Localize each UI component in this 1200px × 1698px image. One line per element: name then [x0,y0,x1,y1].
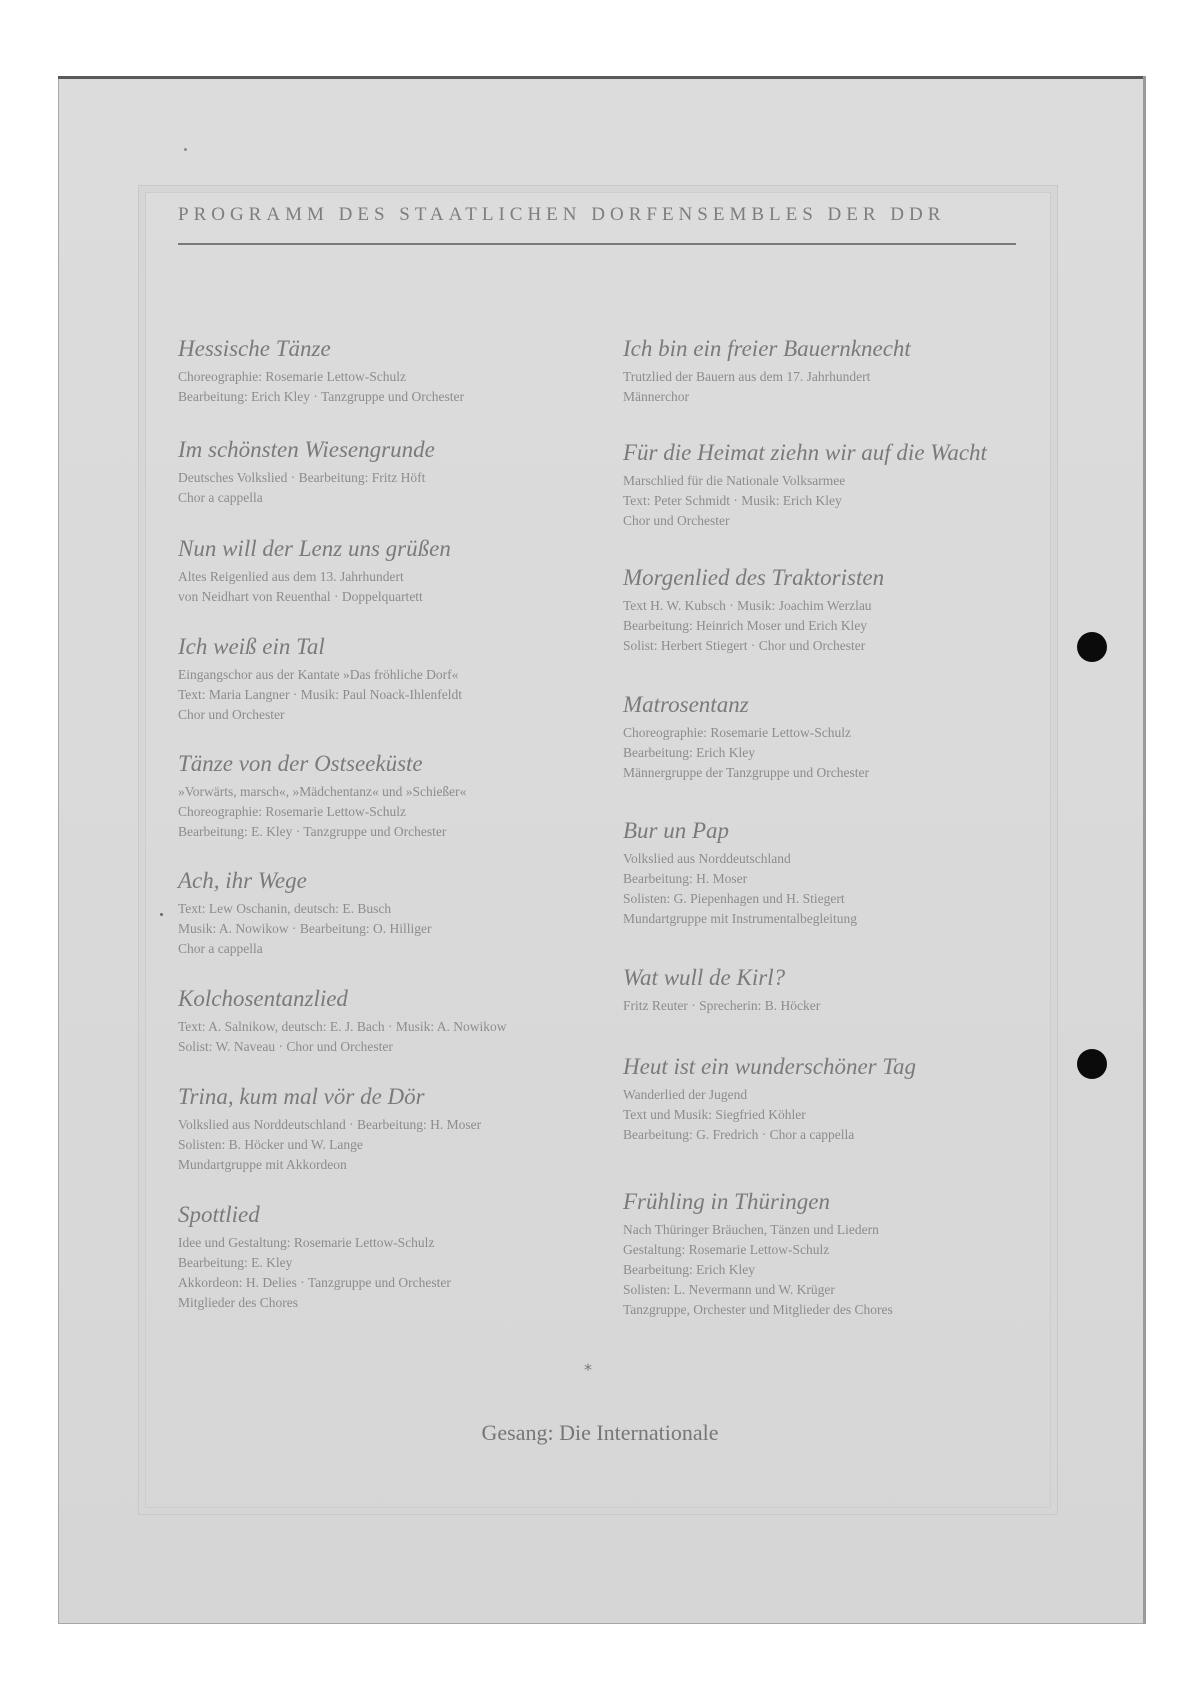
program-item [623,1188,1043,1320]
program-item-title: Tänze von der Ostseeküste [178,751,423,776]
program-item-line: Mundartgruppe mit Instrumentalbegleitung [623,911,857,926]
program-item-line: Solist: Herbert Stiegert · Chor und Orchester [623,638,866,653]
sheet-edge-top [58,76,1146,79]
program-item [178,535,598,607]
program-item [178,436,598,508]
program-item-line: Solisten: B. Höcker und W. Lange [178,1137,363,1152]
program-item [623,1053,1043,1145]
program-item-line: Bearbeitung: Heinrich Moser und Erich Kley [623,618,868,633]
punch-hole-upper [1077,632,1107,662]
program-item-title: Trina, kum mal vör de Dör [178,1084,425,1109]
program-item-title: Bur un Pap [623,818,730,843]
page-header: PROGRAMM DES STAATLICHEN DORFENSEMBLES DER DDR [178,204,946,225]
program-item-line: Solist: W. Naveau · Chor und Orchester [178,1039,393,1054]
program-item-title: Wat wull de Kirl? [623,965,786,990]
program-item-line: Bearbeitung: E. Kley · Tanzgruppe und Orchester [178,824,447,839]
program-item-title: Heut ist ein wunderschöner Tag [623,1054,917,1079]
program-item [178,1083,598,1175]
separator-star: * [584,1360,592,1379]
program-item [178,985,598,1057]
program-item [623,439,1043,531]
program-item [178,867,598,959]
program-item-title: Morgenlied des Traktoristen [623,565,885,590]
program-item-line: Nach Thüringer Bräuchen, Tänzen und Liedern [623,1222,879,1237]
program-item-line: Tanzgruppe, Orchester und Mitglieder des Chores [623,1302,893,1317]
program-item-line: Trutzlied der Bauern aus dem 17. Jahrhundert [623,369,871,384]
program-item-line: Mitglieder des Chores [178,1295,298,1310]
program-item-line: »Vorwärts, marsch«, »Mädchentanz« und »Schießer« [178,784,467,799]
program-item-line: Mundartgruppe mit Akkordeon [178,1157,347,1172]
program-item-line: Gestaltung: Rosemarie Lettow-Schulz [623,1242,830,1257]
program-item-line: Volkslied aus Norddeutschland [623,851,791,866]
program-item-title: Frühling in Thüringen [623,1189,831,1214]
program-item-line: Männerchor [623,389,689,404]
program-item-line: Bearbeitung: E. Kley [178,1255,293,1270]
program-item-line: Bearbeitung: Erich Kley [623,1262,755,1277]
program-item-line: Text: Peter Schmidt · Musik: Erich Kley [623,493,842,508]
finale-line: Gesang: Die Internationale [481,1420,719,1445]
program-item-title: Kolchosentanzlied [178,986,348,1011]
program-item-title: Spottlied [178,1202,260,1227]
header-rule [178,243,1016,245]
program-item [623,691,1043,783]
program-item-line: Text H. W. Kubsch · Musik: Joachim Werzlau [623,598,872,613]
program-item-line: Text und Musik: Siegfried Köhler [623,1107,806,1122]
program-item-title: Matrosentanz [623,692,749,717]
program-item-line: Chor a cappella [178,490,263,505]
program-item-line: Choreographie: Rosemarie Lettow-Schulz [178,804,406,819]
paper-speck [160,913,163,916]
program-item-line: Männergruppe der Tanzgruppe und Orchester [623,765,869,780]
program-item-line: Text: A. Salnikow, deutsch: E. J. Bach · Musik: A. Nowikow [178,1019,507,1034]
punch-hole-lower [1077,1049,1107,1079]
program-item-title: Nun will der Lenz uns grüßen [178,536,451,561]
program-item [178,1201,598,1313]
program-item-line: Deutsches Volkslied · Bearbeitung: Fritz Höft [178,470,426,485]
program-item-line: Chor und Orchester [178,707,285,722]
program-item-line: Choreographie: Rosemarie Lettow-Schulz [178,369,406,384]
program-item-line: Bearbeitung: H. Moser [623,871,748,886]
program-item-line: Solisten: L. Nevermann und W. Krüger [623,1282,835,1297]
program-item [178,335,598,407]
program-item-title: Ich weiß ein Tal [178,634,325,659]
program-item [178,750,598,842]
program-item-line: Text: Maria Langner · Musik: Paul Noack-Ihlenfeldt [178,687,462,702]
program-item [178,633,598,725]
program-item-line: Eingangschor aus der Kantate »Das fröhliche Dorf« [178,667,459,682]
program-item-title: Ich bin ein freier Bauernknecht [623,336,911,361]
program-item-line: Akkordeon: H. Delies · Tanzgruppe und Orchester [178,1275,451,1290]
program-item [623,564,1043,656]
program-item-line: Musik: A. Nowikow · Bearbeitung: O. Hilliger [178,921,432,936]
program-item-line: Chor und Orchester [623,513,730,528]
program-item-line: Marschlied für die Nationale Volksarmee [623,473,846,488]
program-item [623,817,1043,929]
program-item-line: Volkslied aus Norddeutschland · Bearbeitung: H. Moser [178,1117,482,1132]
program-item-line: Bearbeitung: Erich Kley · Tanzgruppe und Orchester [178,389,464,404]
program-item-line: Fritz Reuter · Sprecherin: B. Höcker [623,998,821,1013]
program-item [623,964,1043,1016]
program-item-line: Solisten: G. Piepenhagen und H. Stiegert [623,891,845,906]
program-item-title: Hessische Tänze [178,336,331,361]
paper-mark [184,148,187,151]
program-item-line: Text: Lew Oschanin, deutsch: E. Busch [178,901,392,916]
program-item [623,335,1043,407]
program-item-title: Für die Heimat ziehn wir auf die Wacht [623,440,987,465]
sheet-edge-right [1143,76,1146,1624]
program-item-line: Bearbeitung: Erich Kley [623,745,755,760]
program-item-line: Idee und Gestaltung: Rosemarie Lettow-Schulz [178,1235,435,1250]
program-item-line: Wanderlied der Jugend [623,1087,748,1102]
program-item-line: von Neidhart von Reuenthal · Doppelquartett [178,589,423,604]
program-item-line: Choreographie: Rosemarie Lettow-Schulz [623,725,851,740]
program-item-title: Ach, ihr Wege [178,868,307,893]
program-item-title: Im schönsten Wiesengrunde [178,437,435,462]
program-item-line: Altes Reigenlied aus dem 13. Jahrhundert [178,569,404,584]
program-item-line: Chor a cappella [178,941,263,956]
program-item-line: Bearbeitung: G. Fredrich · Chor a cappella [623,1127,855,1142]
